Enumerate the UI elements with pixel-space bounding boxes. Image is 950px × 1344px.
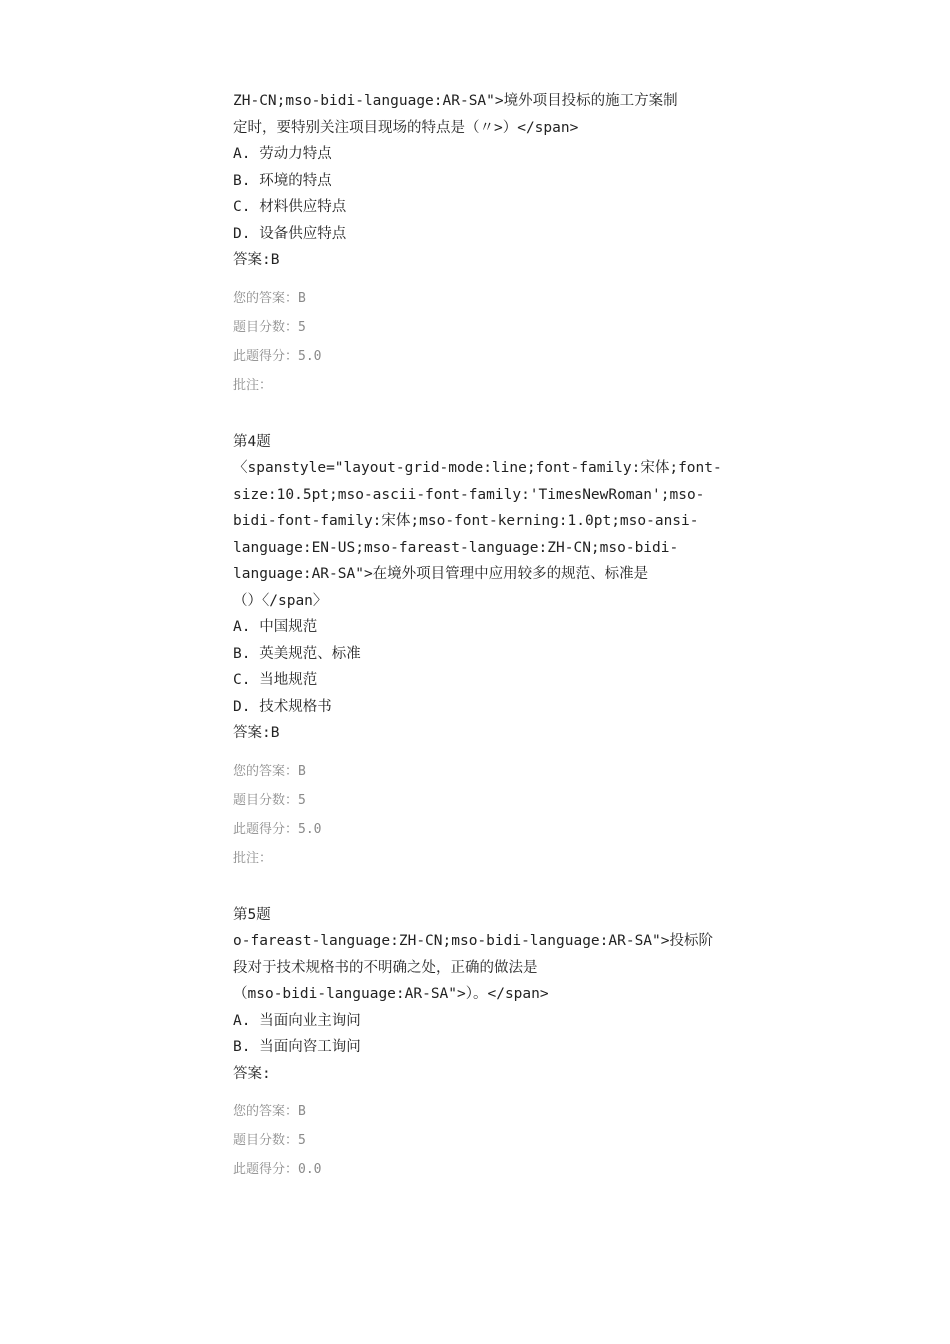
option-a: A. 中国规范 <box>233 619 318 635</box>
question-3 <box>233 88 733 400</box>
option-d: D. 技术规格书 <box>233 698 332 715</box>
earned-score: 此题得分：5.0 <box>233 348 322 364</box>
correct-answer: 答案:B <box>233 252 280 268</box>
question-text-line: 段对于技术规格书的不明确之处，正确的做法是 <box>233 959 538 976</box>
question-text-line: ZH-CN;mso-bidi-language:AR-SA">境外项目投标的施工方案制 <box>233 93 678 109</box>
question-title: 第4题 <box>233 433 271 450</box>
option-a: A. 劳动力特点 <box>233 146 332 162</box>
document-page <box>233 88 733 1184</box>
question-text-line: language:AR-SA">在境外项目管理中应用较多的规范、标准是 <box>233 566 649 582</box>
earned-score: 此题得分：0.0 <box>233 1162 322 1177</box>
option-b: B. 英美规范、标准 <box>233 645 361 662</box>
your-answer: 您的答案：B <box>233 763 306 779</box>
question-4 <box>233 429 733 873</box>
your-answer: 您的答案：B <box>233 290 306 306</box>
comment-label: 批注： <box>233 850 273 866</box>
option-b: B. 环境的特点 <box>233 172 332 189</box>
option-c: C. 材料供应特点 <box>233 199 347 215</box>
correct-answer: 答案:B <box>233 725 280 741</box>
correct-answer: 答案: <box>233 1065 271 1082</box>
question-text-line: bidi-font-family:宋体;mso-font-kerning:1.0pt;mso-ansi- <box>233 513 699 529</box>
your-answer: 您的答案：B <box>233 1104 306 1119</box>
question-title: 第5题 <box>233 906 271 923</box>
question-score: 题目分数：5 <box>233 792 306 808</box>
comment-label: 批注： <box>233 377 273 393</box>
question-text-line: 定时，要特别关注项目现场的特点是（〃>）</span> <box>233 119 579 136</box>
option-a: A. 当面向业主询问 <box>233 1012 361 1029</box>
question-text-line: language:EN-US;mso-fareast-language:ZH-CN;mso-bidi- <box>233 539 679 556</box>
earned-score: 此题得分：5.0 <box>233 821 322 837</box>
result-block <box>233 1097 733 1184</box>
spacer <box>233 873 733 902</box>
question-text-line: （mso-bidi-language:AR-SA">）。</span> <box>233 986 549 1002</box>
question-text-line: size:10.5pt;mso-ascii-font-family:'TimesNewRoman';mso- <box>233 486 705 503</box>
question-text-line: o-fareast-language:ZH-CN;mso-bidi-language:AR-SA">投标阶 <box>233 933 713 949</box>
result-block <box>233 757 733 873</box>
option-b: B. 当面向咨工询问 <box>233 1039 361 1055</box>
question-text-line: 〈spanstyle="layout-grid-mode:line;font-family:宋体;font- <box>233 460 722 476</box>
question-score: 题目分数：5 <box>233 319 306 335</box>
option-c: C. 当地规范 <box>233 672 318 688</box>
question-text-line: （）〈/span〉 <box>233 592 328 609</box>
spacer <box>233 400 733 429</box>
question-5 <box>233 902 733 1185</box>
result-block <box>233 284 733 400</box>
option-d: D. 设备供应特点 <box>233 225 347 242</box>
question-score: 题目分数：5 <box>233 1133 306 1148</box>
